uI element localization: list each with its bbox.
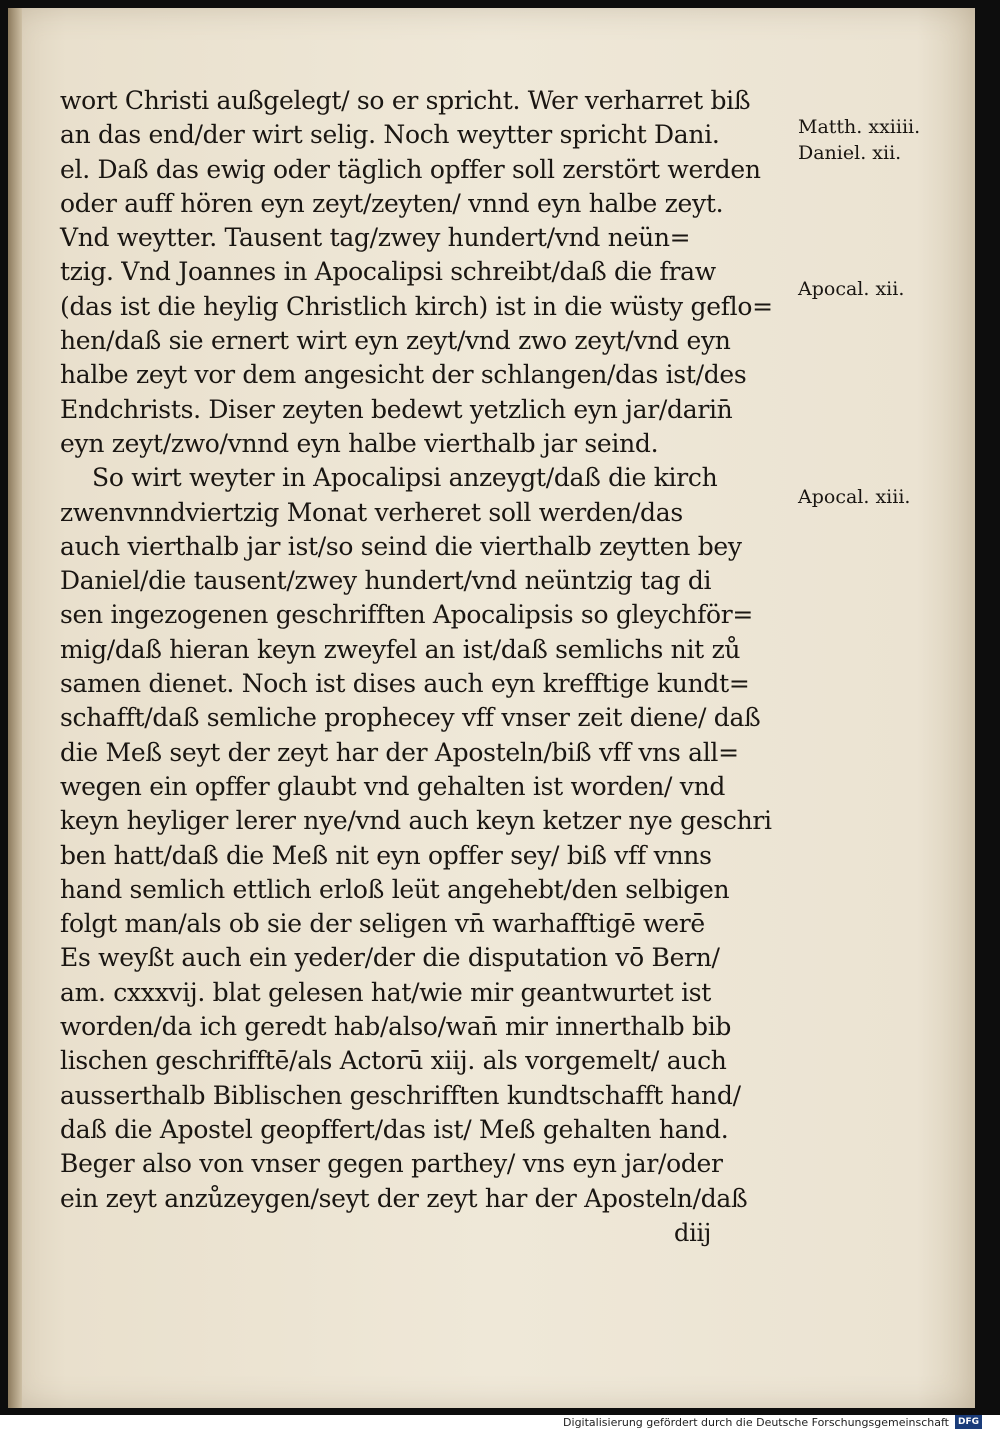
text-line: ausserthalb Biblischen geschrifften kundtschafft hand/	[60, 1080, 741, 1110]
text-line: schafft/daß semliche prophecey vff vnser zeit diene/ daß	[60, 703, 761, 733]
text-line: (das ist die heylig Christlich kirch) ist in die wüsty geflo=	[60, 291, 773, 321]
book-page	[8, 8, 975, 1408]
text-line: samen dienet. Noch ist dises auch eyn krefftige kundt=	[60, 669, 750, 699]
margin-note: Daniel. xii.	[798, 142, 902, 164]
text-line: folgt man/als ob sie der seligen vn̄ warhafftigē werē	[60, 909, 705, 939]
text-line: tzig. Vnd Joannes in Apocalipsi schreibt/daß die fraw	[60, 257, 716, 287]
text-line: halbe zeyt vor dem angesicht der schlangen/das ist/des	[60, 360, 747, 390]
paragraph-start-line: So wirt weyter in Apocalipsi anzeygt/daß die kirch	[92, 463, 718, 493]
text-line: oder auff hören eyn zeyt/zeyten/ vnnd eyn halbe zeyt.	[60, 188, 724, 218]
text-line: hand semlich ettlich erloß leüt angehebt/den selbigen	[60, 874, 730, 904]
page-gutter	[8, 8, 22, 1408]
text-line: eyn zeyt/zwo/vnnd eyn halbe vierthalb jar seind.	[60, 428, 659, 458]
text-line: wegen ein opffer glaubt vnd gehalten ist worden/ vnd	[60, 771, 726, 801]
dfg-logo: DFG	[955, 1415, 982, 1429]
text-line: Vnd weytter. Tausent tag/zwey hundert/vnd neün=	[60, 223, 691, 253]
text-line: hen/daß sie ernert wirt eyn zeyt/vnd zwo zeyt/vnd eyn	[60, 326, 731, 356]
margin-note: Matth. xxiiii.	[798, 116, 921, 138]
text-line: am. cxxxvij. blat gelesen hat/wie mir geantwurtet ist	[60, 977, 712, 1007]
text-line: worden/da ich geredt hab/also/wan̄ mir innerthalb bib	[60, 1012, 732, 1042]
text-line: Es weyßt auch ein yeder/der die disputation vō Bern/	[60, 943, 720, 973]
text-line: daß die Apostel geopffert/das ist/ Meß gehalten hand.	[60, 1114, 729, 1144]
signature-mark: diij	[674, 1218, 711, 1247]
text-line: an das end/der wirt selig. Noch weytter spricht Dani.	[60, 120, 720, 150]
text-line: lischen geschrifftē/als Actorū xiij. als vorgemelt/ auch	[60, 1046, 727, 1076]
margin-note: Apocal. xii.	[798, 278, 905, 300]
funding-footer	[563, 1413, 982, 1431]
text-line: auch vierthalb jar ist/so seind die vierthalb zeytten bey	[60, 531, 742, 561]
text-line: Endchrists. Diser zeyten bedewt yetzlich eyn jar/darin̄	[60, 394, 733, 424]
text-line: keyn heyliger lerer nye/vnd auch keyn ketzer nye geschri	[60, 806, 772, 836]
text-line: wort Christi außgelegt/ so er spricht. Wer verharret biß	[60, 86, 751, 115]
text-line: sen ingezogenen geschrifften Apocalipsis so gleychför=	[60, 600, 754, 630]
text-line: die Meß seyt der zeyt har der Aposteln/biß vff vns all=	[60, 737, 739, 767]
text-line: mig/daß hieran keyn zweyfel an ist/daß semlichs nit zů	[60, 634, 741, 664]
text-line: zwenvnndviertzig Monat verheret soll werden/das	[60, 497, 683, 527]
text-line: ben hatt/daß die Meß nit eyn opffer sey/ biß vff vnns	[60, 840, 712, 870]
text-line: el. Daß das ewig oder täglich opffer soll zerstört werden	[60, 154, 761, 184]
body-text	[60, 84, 805, 1250]
funding-text: Digitalisierung gefördert durch die Deutsche Forschungsgemeinschaft	[563, 1415, 949, 1429]
margin-note: Apocal. xiii.	[798, 486, 911, 508]
text-line: Beger also von vnser gegen parthey/ vns eyn jar/oder	[60, 1149, 723, 1179]
text-line: Daniel/die tausent/zwey hundert/vnd neüntzig tag di	[60, 566, 712, 596]
text-line: ein zeyt anzůzeygen/seyt der zeyt har der Aposteln/daß	[60, 1183, 748, 1213]
